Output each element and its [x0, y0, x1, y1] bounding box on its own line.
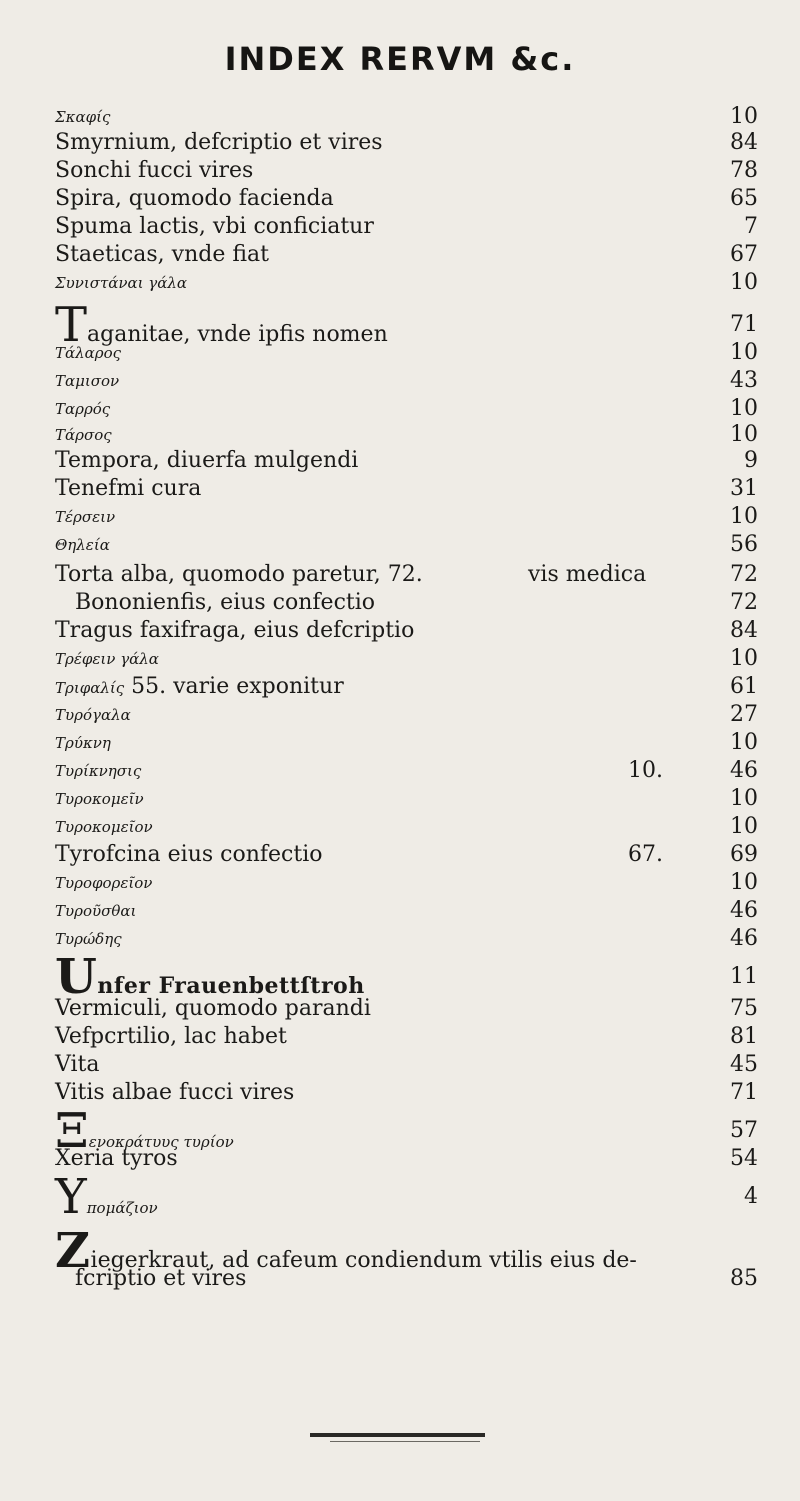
- index-entry: [0, 1022, 800, 1052]
- page-reference: 54: [730, 1146, 758, 1171]
- entry-text: Τυρίκνησις: [55, 762, 142, 780]
- index-entry: [0, 156, 800, 186]
- page-reference: 10: [730, 422, 758, 447]
- entry-text: Staeticas, vnde fiat: [55, 242, 269, 267]
- page-reference: 75: [730, 996, 758, 1021]
- index-entry: [0, 1144, 800, 1174]
- index-entry: [0, 672, 800, 702]
- entry-text: Τυροκομεῖον: [55, 818, 153, 836]
- page-reference: 78: [730, 158, 758, 183]
- index-entry: [0, 728, 800, 758]
- drop-initial: T: [55, 297, 88, 353]
- index-entry: [0, 240, 800, 270]
- page-reference: 10: [730, 396, 758, 421]
- page-reference: 46: [730, 926, 758, 951]
- entry-cross-reference: 10.: [628, 758, 663, 783]
- index-entry: [0, 994, 800, 1024]
- entry-text: Tyrofcina eius confectio: [55, 842, 323, 867]
- page-reference: 81: [730, 1024, 758, 1049]
- page-reference: 46: [730, 758, 758, 783]
- entry-text: Smyrnium, defcriptio et vires: [55, 130, 383, 155]
- index-entry: [0, 212, 800, 242]
- entry-text: [55, 1169, 158, 1225]
- entry-cross-reference: vis medica: [528, 562, 647, 587]
- index-entry: [0, 128, 800, 158]
- entry-text: Τυροφορεῖον: [55, 874, 153, 892]
- page-reference: 57: [730, 1118, 758, 1143]
- entry-text: Spira, quomodo facienda: [55, 186, 334, 211]
- entry-text: Τυροῦσθαι: [55, 902, 137, 920]
- index-entry: [0, 700, 800, 730]
- page-reference: 85: [730, 1266, 758, 1291]
- page-reference: 27: [730, 702, 758, 727]
- index-entry: [0, 644, 800, 674]
- entry-text: Τρέφειν γάλα: [55, 650, 159, 668]
- page-reference: 56: [730, 532, 758, 557]
- page-reference: 65: [730, 186, 758, 211]
- index-entry: [0, 530, 800, 560]
- page-reference: 72: [730, 590, 758, 615]
- index-entry: [0, 502, 800, 532]
- page-reference: 10: [730, 730, 758, 755]
- page-reference: 10: [730, 870, 758, 895]
- page-reference: 31: [730, 476, 758, 501]
- entry-text: Tenefmi cura: [55, 476, 202, 501]
- entry-text: Tragus faxifraga, eius defcriptio: [55, 618, 415, 643]
- entry-cross-reference: 67.: [628, 842, 663, 867]
- entry-text: Τυρόγαλα: [55, 706, 131, 724]
- index-entry: [0, 1078, 800, 1108]
- entry-text: Tempora, diuerfa mulgendi: [55, 448, 359, 473]
- entry-text: Θηλεία: [55, 536, 110, 554]
- page-reference: 67: [730, 242, 758, 267]
- page-reference: 11: [730, 964, 758, 989]
- index-entry: [0, 616, 800, 646]
- entry-text-rest: nfer Frauenbettſtroh: [97, 973, 365, 999]
- page-reference: 72: [730, 562, 758, 587]
- index-entry: [0, 366, 800, 396]
- entry-text: [55, 672, 344, 703]
- printer-rule-thin: [330, 1441, 480, 1442]
- page-reference: 7: [744, 214, 758, 239]
- drop-initial: U: [55, 949, 98, 1005]
- entry-text: Τάλαρος: [55, 344, 122, 362]
- index-entry: [0, 268, 800, 298]
- entry-text-rest: iegerkraut, ad cafeum condiendum vtilis eius de-: [90, 1248, 637, 1273]
- entry-text: Vitis albae fucci vires: [55, 1080, 295, 1105]
- entry-text: Τυρώδης: [55, 930, 122, 948]
- page-reference: 46: [730, 898, 758, 923]
- entry-text-rest: ενοκράτυυς τυρίον: [88, 1133, 234, 1151]
- entry-text: Torta alba, quomodo paretur, 72.: [55, 562, 423, 587]
- page-reference: 10: [730, 814, 758, 839]
- index-entry: [0, 446, 800, 476]
- drop-initial: Z: [55, 1223, 91, 1279]
- page-title: INDEX RERVM &c.: [224, 40, 576, 78]
- index-entry: [0, 560, 800, 590]
- index-entry: [0, 1169, 800, 1225]
- drop-initial: Ξ: [55, 1103, 89, 1159]
- page-reference: 71: [730, 312, 758, 337]
- page-reference: 10: [730, 786, 758, 811]
- entry-text: Τάρσος: [55, 426, 112, 444]
- page-reference: 4: [744, 1184, 758, 1209]
- index-entry: [0, 338, 800, 368]
- page-reference: 43: [730, 368, 758, 393]
- entry-text-rest: aganitae, vnde ipfis nomen: [87, 322, 388, 347]
- page-reference: 10: [730, 270, 758, 295]
- page-reference: 84: [730, 618, 758, 643]
- index-entry: [0, 812, 800, 842]
- entry-text: Sonchi fucci vires: [55, 158, 254, 183]
- entry-text: Συνιστάναι γάλα: [55, 274, 188, 292]
- page-reference: 9: [744, 448, 758, 473]
- entry-text: Vefpcrtilio, lac habet: [55, 1024, 287, 1049]
- entry-text: fcriptio et vires: [75, 1266, 247, 1291]
- printer-rule: [310, 1433, 485, 1437]
- page-reference: 45: [730, 1052, 758, 1077]
- entry-text: Xeria tyros: [55, 1146, 178, 1171]
- index-entry: [0, 949, 800, 1005]
- page-reference: 61: [730, 674, 758, 699]
- page-reference: 10: [730, 340, 758, 365]
- entry-text: Ταρρός: [55, 400, 111, 418]
- entry-text: Ταμισον: [55, 372, 120, 390]
- index-entry: [0, 756, 800, 786]
- entry-greek-part: Τριφαλίς: [55, 679, 125, 697]
- index-entry: [0, 840, 800, 870]
- index-entry: [0, 868, 800, 898]
- index-entry: [0, 784, 800, 814]
- entry-latin-part: 55. varie exponitur: [124, 674, 344, 699]
- index-entry: [0, 1050, 800, 1080]
- index-entry: [0, 924, 800, 954]
- page-reference: 71: [730, 1080, 758, 1105]
- entry-text: Bononienfis, eius confectio: [75, 590, 376, 615]
- drop-initial: Υ: [55, 1169, 87, 1225]
- entry-text: Τρύκνη: [55, 734, 111, 752]
- entry-text: Spuma lactis, vbi conficiatur: [55, 214, 374, 239]
- index-entry: [0, 184, 800, 214]
- entry-text: Σκαφίς: [55, 108, 111, 126]
- page-reference: 84: [730, 130, 758, 155]
- entry-text: Τυροκομεῖν: [55, 790, 144, 808]
- index-entry: [0, 588, 800, 618]
- index-entry: [0, 896, 800, 926]
- entry-text: Vermiculi, quomodo parandi: [55, 996, 371, 1021]
- page-reference: 10: [730, 504, 758, 529]
- entry-text: Vita: [55, 1052, 100, 1077]
- page-reference: 10: [730, 646, 758, 671]
- index-entry: [0, 474, 800, 504]
- page-reference: 10: [730, 104, 758, 129]
- entry-text: Τέρσειν: [55, 508, 116, 526]
- entry-text-rest: πομάζιον: [86, 1199, 158, 1217]
- index-entry: [0, 1264, 800, 1294]
- page-reference: 69: [730, 842, 758, 867]
